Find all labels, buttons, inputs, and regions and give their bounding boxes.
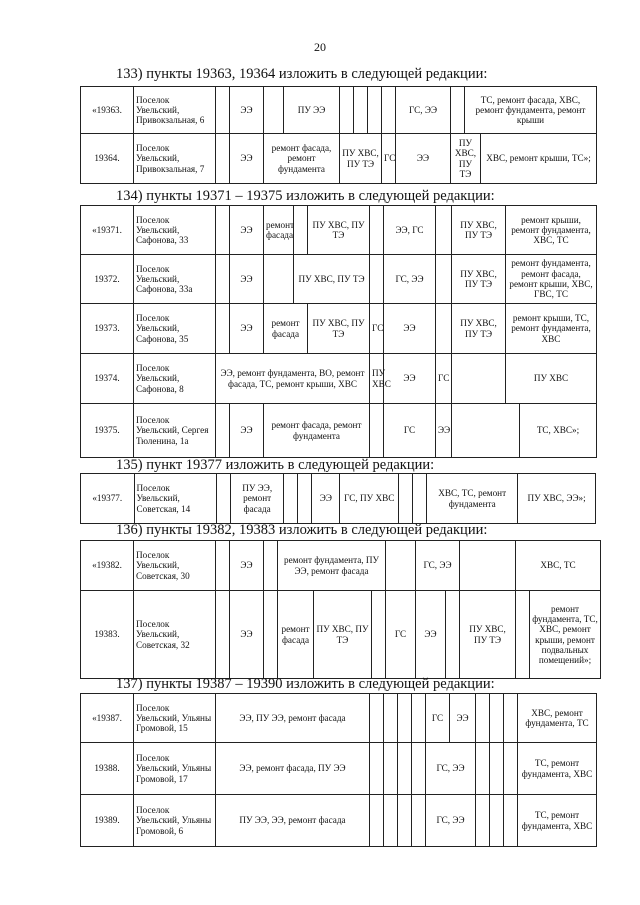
table-136	[80, 540, 601, 679]
cell: ПУ ЭЭ, ЭЭ, ремонт фасада	[216, 795, 370, 847]
row-number: 19372.	[81, 255, 134, 304]
cell: ЭЭ	[396, 134, 451, 184]
page-number: 20	[314, 40, 326, 54]
cell: ХВС, ремонт крыши, ТС»;	[481, 134, 597, 184]
table-134	[80, 205, 597, 458]
row-address: Поселок Увельский, Ульяны Громовой, 15	[134, 694, 216, 743]
cell: ЭЭ	[230, 87, 264, 134]
cell: ХВС, ТС, ремонт фундамента	[427, 474, 518, 524]
cell: ПУ ХВС, ПУ ТЭ	[451, 134, 481, 184]
cell: ремонт фундамента, ремонт фасада, ремонт крыши, ХВС, ГВС, ТС	[506, 255, 597, 304]
section-heading-133: 133) пункты 19363, 19364 изложить в следующей редакции:	[116, 66, 488, 82]
cell: ЭЭ	[436, 404, 452, 458]
cell: ЭЭ	[230, 591, 264, 679]
cell: ГС	[382, 134, 396, 184]
cell: ГС, ПУ ХВС	[340, 474, 399, 524]
cell: ГС	[370, 304, 384, 354]
row-number: 19388.	[81, 743, 134, 795]
row-address: Поселок Увельский, Советская, 30	[134, 541, 216, 591]
row-number: «19371.	[81, 206, 134, 255]
row-address: Поселок Увельский, Ульяны Громовой, 6	[134, 795, 216, 847]
cell	[451, 87, 465, 134]
table-row	[81, 134, 597, 184]
cell: ПУ ХВС, ПУ ТЭ	[460, 591, 516, 679]
cell: ЭЭ, ГС	[384, 206, 436, 255]
cell: ЭЭ	[312, 474, 340, 524]
table-row	[81, 304, 597, 354]
row-address: Поселок Увельский, Советская, 32	[134, 591, 216, 679]
row-number: «19387.	[81, 694, 134, 743]
row-number: 19383.	[81, 591, 134, 679]
section-heading-134: 134) пункты 19371 – 19375 изложить в следующей редакции:	[116, 188, 495, 204]
cell: ГС	[386, 591, 416, 679]
table-row	[81, 354, 597, 404]
cell: ТС, ремонт фундамента, ХВС	[518, 743, 597, 795]
table-row	[81, 87, 597, 134]
cell: ПУ ХВС, ПУ ТЭ	[452, 206, 506, 255]
cell: ремонт фасада	[264, 206, 294, 255]
cell: ТС, ремонт фасада, ХВС, ремонт фундамента, ремонт крыши	[465, 87, 597, 134]
cell: ХВС, ремонт фундамента, ТС	[518, 694, 597, 743]
cell: ПУ ХВС, ЭЭ»;	[518, 474, 596, 524]
cell: ПУ ХВС, ПУ ТЭ	[452, 255, 506, 304]
cell: ГС, ЭЭ	[426, 743, 476, 795]
row-address: Поселок Увельский, Сергея Тюленина, 1а	[134, 404, 216, 458]
row-number: 19374.	[81, 354, 134, 404]
cell: ЭЭ	[230, 134, 264, 184]
row-address: Поселок Увельский, Сафонова, 33	[134, 206, 216, 255]
table-row	[81, 795, 597, 847]
cell: ремонт фасада, ремонт фундамента	[264, 134, 340, 184]
cell: ремонт фундамента, ПУ ЭЭ, ремонт фасада	[278, 541, 386, 591]
cell: ПУ ХВС	[506, 354, 597, 404]
cell: ЭЭ	[230, 304, 264, 354]
section-heading-135: 135) пункт 19377 изложить в следующей редакции:	[116, 457, 435, 473]
table-133	[80, 86, 597, 184]
table-row	[81, 255, 597, 304]
row-number: «19377.	[81, 474, 135, 524]
cell: ЭЭ	[230, 255, 264, 304]
cell: ЭЭ	[230, 404, 264, 458]
cell: ремонт фундамента, ТС, ХВС, ремонт крыши, ремонт подвальных помещений»;	[530, 591, 601, 679]
cell: ГС, ЭЭ	[396, 87, 451, 134]
cell: ПУ ХВС, ПУ ТЭ	[314, 591, 372, 679]
cell: ГС	[436, 354, 452, 404]
cell: ПУ ХВС, ПУ ТЭ	[308, 304, 370, 354]
cell: ТС, ремонт фундамента, ХВС	[518, 795, 597, 847]
cell: ЭЭ	[384, 354, 436, 404]
cell: ПУ ХВС, ПУ ТЭ	[452, 304, 506, 354]
cell: ГС	[384, 404, 436, 458]
cell: ремонт крыши, ремонт фундамента, ХВС, ТС	[506, 206, 597, 255]
cell: ПУ ЭЭ, ремонт фасада	[231, 474, 284, 524]
cell: ремонт фасада	[278, 591, 314, 679]
cell: ЭЭ	[384, 304, 436, 354]
row-address: Поселок Увельский, Сафонова, 8	[134, 354, 216, 404]
table-135	[80, 473, 596, 524]
cell: ТС, ХВС»;	[520, 404, 597, 458]
row-address: Поселок Увельский, Привокзальная, 7	[134, 134, 216, 184]
row-number: 19364.	[81, 134, 134, 184]
cell: ЭЭ	[230, 206, 264, 255]
row-number: 19375.	[81, 404, 134, 458]
table-137	[80, 693, 597, 847]
cell	[368, 87, 382, 134]
cell: ЭЭ, ремонт фасада, ПУ ЭЭ	[216, 743, 370, 795]
cell: ЭЭ	[230, 541, 264, 591]
cell: ЭЭ, ремонт фундамента, ВО, ремонт фасада, ТС, ремонт крыши, ХВС	[216, 354, 370, 404]
row-number: «19363.	[81, 87, 134, 134]
cell: ГС	[426, 694, 450, 743]
table-row	[81, 541, 601, 591]
section-heading-137: 137) пункты 19387 – 19390 изложить в следующей редакции:	[116, 676, 495, 692]
cell: ремонт крыши, ТС, ремонт фундамента, ХВС	[506, 304, 597, 354]
table-row	[81, 404, 597, 458]
cell: ЭЭ, ПУ ЭЭ, ремонт фасада	[216, 694, 370, 743]
table-row	[81, 743, 597, 795]
cell: ремонт фасада	[264, 304, 308, 354]
row-address: Поселок Увельский, Советская, 14	[134, 474, 217, 524]
cell: ЭЭ	[450, 694, 476, 743]
table-row	[81, 694, 597, 743]
row-number: «19382.	[81, 541, 134, 591]
row-address: Поселок Увельский, Сафонова, 35	[134, 304, 216, 354]
row-address: Поселок Увельский, Привокзальная, 6	[134, 87, 216, 134]
cell: ХВС, ТС	[516, 541, 601, 591]
cell: ГС, ЭЭ	[426, 795, 476, 847]
table-row	[81, 206, 597, 255]
cell: ПУ ЭЭ	[284, 87, 340, 134]
table-row	[81, 591, 601, 679]
cell: ремонт фасада, ремонт фундамента	[264, 404, 370, 458]
cell: ПУ ХВС, ПУ ТЭ	[340, 134, 382, 184]
cell: ПУ ХВС, ПУ ТЭ	[294, 255, 370, 304]
cell: ПУ ХВС	[370, 354, 384, 404]
row-address: Поселок Увельский, Ульяны Громовой, 17	[134, 743, 216, 795]
cell	[354, 87, 368, 134]
row-number: 19389.	[81, 795, 134, 847]
cell: ГС, ЭЭ	[384, 255, 436, 304]
section-heading-136: 136) пункты 19382, 19383 изложить в следующей редакции:	[116, 522, 488, 538]
cell: ПУ ХВС, ПУ ТЭ	[308, 206, 370, 255]
row-number: 19373.	[81, 304, 134, 354]
row-address: Поселок Увельский, Сафонова, 33а	[134, 255, 216, 304]
cell: ЭЭ	[416, 591, 446, 679]
cell: ГС, ЭЭ	[416, 541, 460, 591]
table-row	[81, 474, 596, 524]
